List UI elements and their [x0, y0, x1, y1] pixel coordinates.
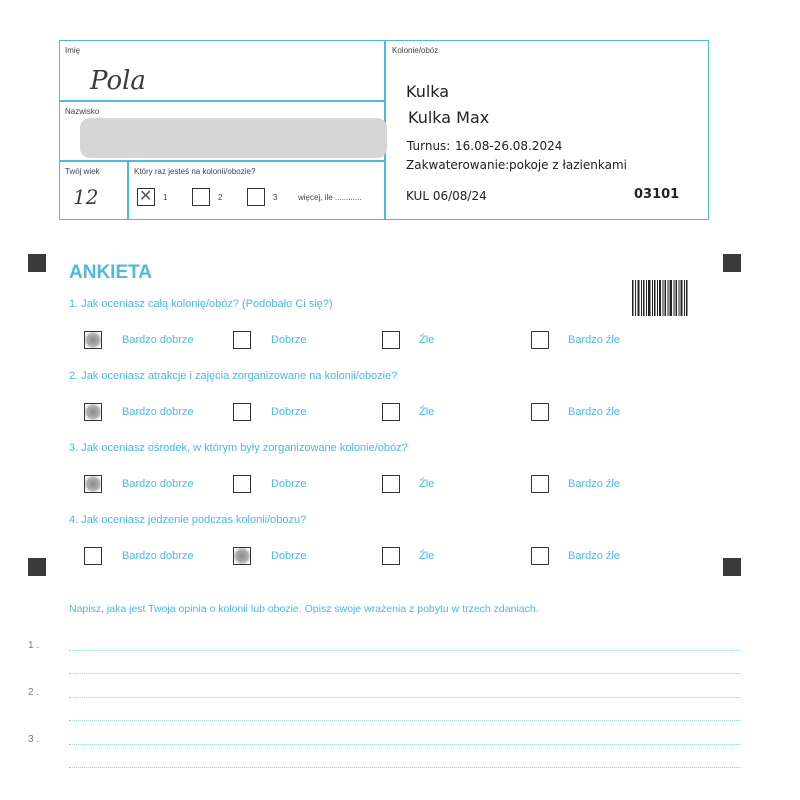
question-2: 2. Jak oceniasz atrakcje i zajęcia zorganizowane na kolonii/obozie?	[69, 370, 398, 382]
q3-option-label: Dobrze	[271, 478, 307, 490]
opinion-line[interactable]	[69, 673, 741, 674]
q4-option-bardzo-zle-checkbox[interactable]	[531, 547, 549, 565]
opinion-line[interactable]	[69, 720, 741, 721]
registration-marker	[28, 558, 46, 576]
camp-code: KUL 06/08/24	[406, 189, 487, 203]
header-rule	[59, 160, 385, 162]
line-number-1: 1 .	[28, 640, 40, 651]
accommodation-label: Zakwaterowanie:	[406, 158, 510, 172]
header-rule	[59, 100, 385, 102]
question-4: 4. Jak oceniasz jedzenie podczas kolonii/obozu?	[69, 514, 307, 526]
turnus-label: Turnus:	[407, 139, 451, 153]
opinion-line[interactable]	[69, 767, 741, 768]
line-number-3: 3 .	[28, 734, 40, 745]
q1-option-bardzo-zle-checkbox[interactable]	[531, 331, 549, 349]
q2-option-label: Dobrze	[271, 406, 307, 418]
first-name-value[interactable]: Pola	[90, 66, 146, 96]
survey-title: ANKIETA	[69, 262, 153, 283]
registration-marker	[723, 558, 741, 576]
last-name-label: Nazwisko	[65, 107, 100, 116]
question-1: 1. Jak oceniasz całą kolonię/obóz? (Podobało Ci się?)	[69, 298, 333, 310]
q3-option-zle-checkbox[interactable]	[382, 475, 400, 493]
first-name-label: Imię	[65, 46, 81, 55]
q4-option-label: Źle	[419, 550, 435, 562]
q3-option-bardzo-dobrze-checkbox[interactable]	[84, 475, 102, 493]
q4-option-label: Bardzo źle	[568, 550, 620, 562]
q3-option-bardzo-zle-checkbox[interactable]	[531, 475, 549, 493]
form-number: 03101	[634, 187, 680, 202]
barcode-icon	[632, 280, 689, 316]
times-option-2: 2	[218, 193, 223, 202]
q4-option-bardzo-dobrze-checkbox[interactable]	[84, 547, 102, 565]
q2-option-bardzo-dobrze-checkbox[interactable]	[84, 403, 102, 421]
question-3: 3. Jak oceniasz ośrodek, w którym były zorganizowane kolonie/obóz?	[69, 442, 408, 454]
accommodation-value: pokoje z łazienkami	[509, 158, 627, 172]
times-option-3: 3	[273, 193, 278, 202]
opinion-line[interactable]	[69, 744, 741, 745]
q2-option-label: Źle	[419, 406, 435, 418]
q3-option-dobrze-checkbox[interactable]	[233, 475, 251, 493]
times-option-1: 1	[163, 193, 168, 202]
age-value[interactable]: 12	[73, 185, 99, 209]
q1-option-label: Dobrze	[271, 334, 307, 346]
q3-option-label: Bardzo źle	[568, 478, 620, 490]
q2-option-dobrze-checkbox[interactable]	[233, 403, 251, 421]
opinion-line[interactable]	[69, 697, 741, 698]
times-checkbox-3[interactable]	[247, 188, 265, 206]
age-label: Twój wiek	[65, 167, 100, 176]
opinion-prompt: Napisz, jaka jest Twoja opinia o kolonii lub obozie. Opisz swoje wrażenia z pobytu w trzech zdaniach.	[69, 603, 539, 615]
q2-option-zle-checkbox[interactable]	[382, 403, 400, 421]
q1-option-label: Bardzo dobrze	[122, 334, 194, 346]
redacted-last-name	[80, 118, 387, 158]
q1-option-label: Źle	[419, 334, 435, 346]
q3-option-label: Źle	[419, 478, 435, 490]
q3-option-label: Bardzo dobrze	[122, 478, 194, 490]
turnus-value: 16.08-26.08.2024	[455, 139, 563, 153]
camp-name-1: Kulka	[406, 82, 450, 101]
opinion-line[interactable]	[69, 650, 741, 651]
q1-option-label: Bardzo źle	[568, 334, 620, 346]
q4-option-label: Dobrze	[271, 550, 307, 562]
times-label: Który raz jesteś na kolonii/obozie?	[134, 167, 256, 176]
times-checkbox-1[interactable]	[137, 188, 155, 206]
times-option-more: więcej, ile ............	[298, 193, 362, 202]
line-number-2: 2 .	[28, 687, 40, 698]
q4-option-zle-checkbox[interactable]	[382, 547, 400, 565]
q4-option-dobrze-checkbox[interactable]	[233, 547, 251, 565]
registration-marker	[28, 254, 46, 272]
q1-option-dobrze-checkbox[interactable]	[233, 331, 251, 349]
header-divider	[127, 160, 129, 220]
times-checkbox-2[interactable]	[192, 188, 210, 206]
q1-option-zle-checkbox[interactable]	[382, 331, 400, 349]
q2-option-label: Bardzo źle	[568, 406, 620, 418]
q1-option-bardzo-dobrze-checkbox[interactable]	[84, 331, 102, 349]
q2-option-label: Bardzo dobrze	[122, 406, 194, 418]
registration-marker	[723, 254, 741, 272]
camp-label: Kolonie/obóz	[392, 46, 439, 55]
camp-name-2: Kulka Max	[408, 108, 490, 127]
q2-option-bardzo-zle-checkbox[interactable]	[531, 403, 549, 421]
q4-option-label: Bardzo dobrze	[122, 550, 194, 562]
